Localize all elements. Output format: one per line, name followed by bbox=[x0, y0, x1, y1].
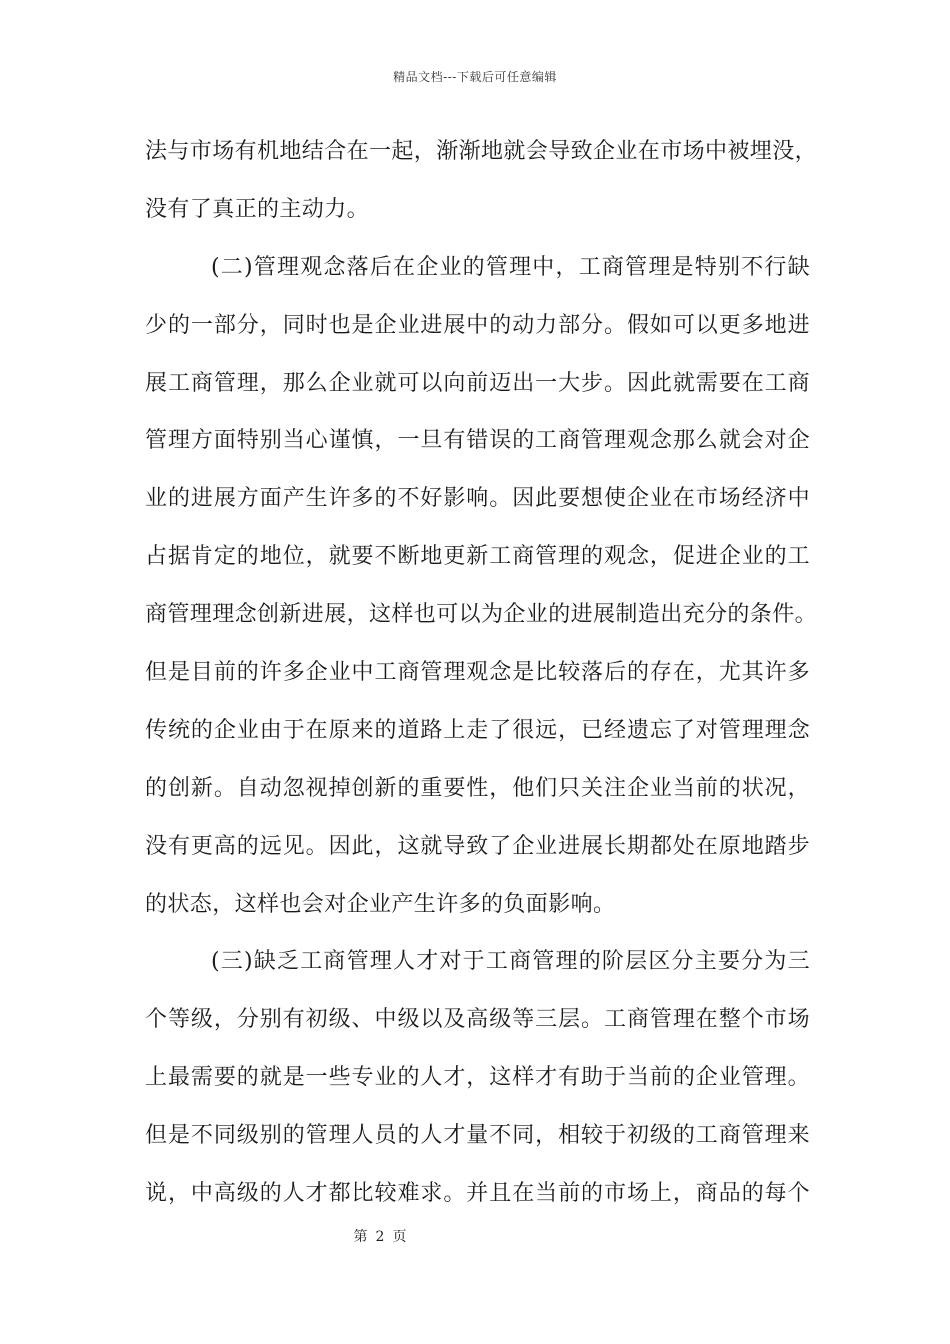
body-line: 的创新。自动忽视掉创新的重要性，他们只关注企业当前的状况， bbox=[145, 775, 810, 801]
section-heading-line: (二)管理观念落后在企业的管理中，工商管理是特别不行缺 bbox=[211, 254, 810, 280]
page-number: 2 bbox=[375, 1229, 385, 1245]
body-line: 传统的企业由于在原来的道路上走了很远，已经遗忘了对管理理念 bbox=[145, 717, 810, 743]
body-line: 个等级，分别有初级、中级以及高级等三层。工商管理在整个市场 bbox=[145, 1007, 810, 1033]
page-label-prefix: 第 bbox=[353, 1229, 368, 1245]
body-line: 占据肯定的地位，就要不断地更新工商管理的观念，促进企业的工 bbox=[145, 544, 810, 570]
body-line: 说，中高级的人才都比较难求。并且在当前的市场上，商品的每个 bbox=[145, 1181, 810, 1207]
body-line: 少的一部分，同时也是企业进展中的动力部分。假如可以更多地进 bbox=[145, 312, 810, 338]
body-line: 上最需要的就是一些专业的人才，这样才有助于当前的企业管理。 bbox=[145, 1065, 810, 1091]
section-heading-line: (三)缺乏工商管理人才对于工商管理的阶层区分主要分为三 bbox=[211, 949, 810, 975]
body-line: 的状态，这样也会对企业产生许多的负面影响。 bbox=[145, 891, 616, 917]
body-line: 但是不同级别的管理人员的人才量不同，相较于初级的工商管理来 bbox=[145, 1123, 810, 1149]
page-header: 精品文档---下载后可任意编辑 bbox=[393, 70, 557, 84]
document-body bbox=[145, 128, 818, 1228]
body-line: 管理方面特别当心谨慎，一旦有错误的工商管理观念那么就会对企 bbox=[145, 428, 810, 454]
body-line: 业的进展方面产生许多的不好影响。因此要想使企业在市场经济中 bbox=[145, 486, 810, 512]
page-footer bbox=[0, 1226, 760, 1246]
page-label-suffix: 页 bbox=[392, 1229, 407, 1245]
body-line: 没有了真正的主动力。 bbox=[145, 196, 370, 222]
body-line: 商管理理念创新进展，这样也可以为企业的进展制造出充分的条件。 bbox=[145, 602, 818, 628]
body-line: 但是目前的许多企业中工商管理观念是比较落后的存在，尤其许多 bbox=[145, 660, 810, 686]
body-line: 没有更高的远见。因此，这就导致了企业进展长期都处在原地踏步 bbox=[145, 833, 810, 859]
body-line: 法与市场有机地结合在一起，渐渐地就会导致企业在市场中被埋没， bbox=[145, 139, 818, 164]
body-line: 展工商管理，那么企业就可以向前迈出一大步。因此就需要在工商 bbox=[145, 370, 810, 396]
